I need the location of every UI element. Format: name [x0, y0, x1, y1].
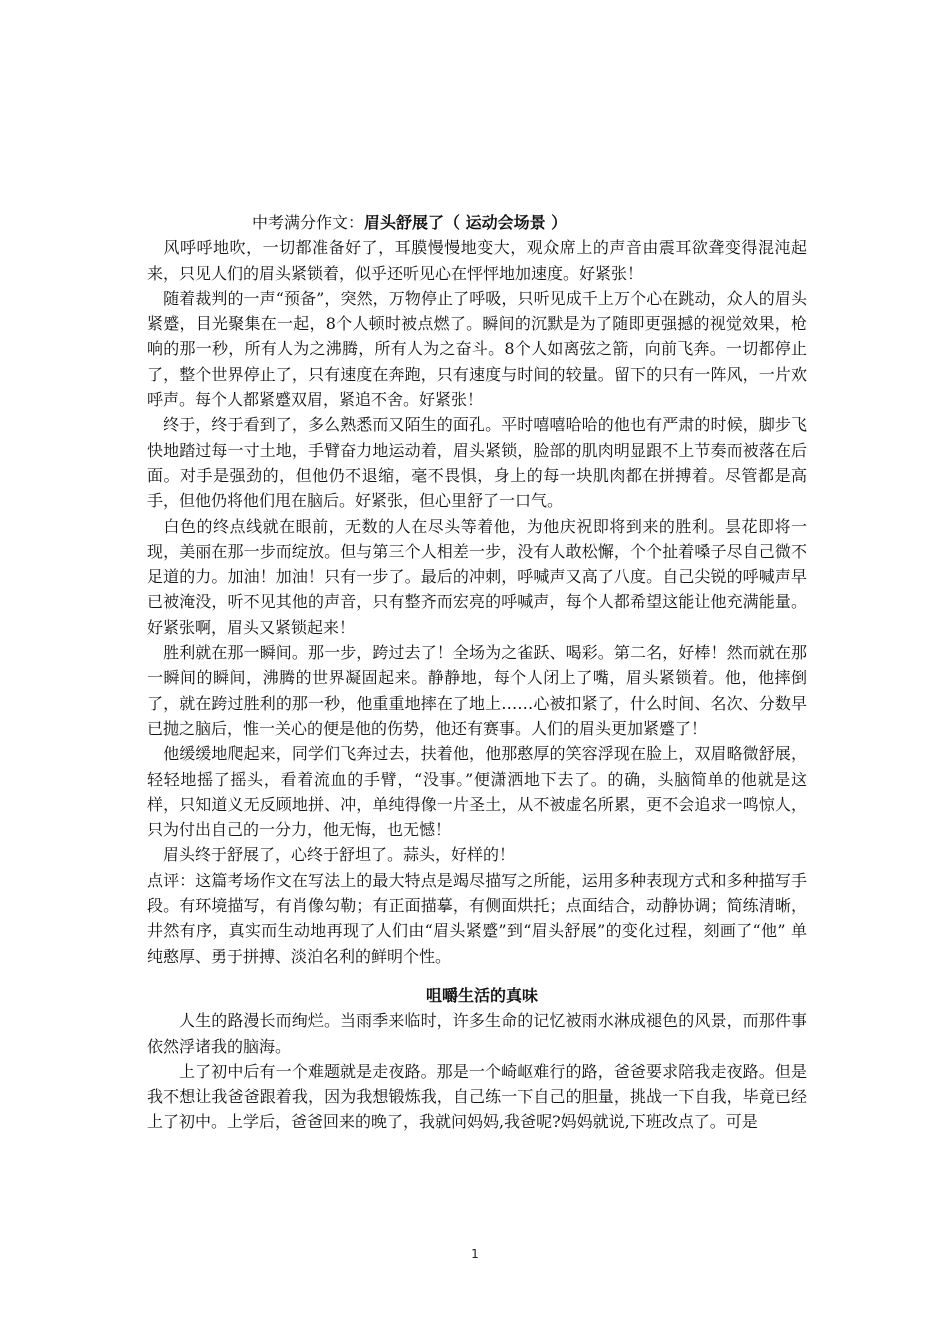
essay-one-paragraph-3: 终于，终于看到了，多么熟悉而又陌生的面孔。平时嘻嘻哈哈的他也有严肃的时候，脚步飞快地踏过每一寸土地，手臂奋力地运动着，眉头紧锁，脸部的肌肉明显跟不上节奏而被落在后面。对手是强劲的，但他仍不退缩，毫不畏惧，身上的每一块肌肉都在拼搏着。尽管都是高手，但他仍将他们甩在脑后。好紧张，但心里舒了一口气。 — [147, 415, 807, 511]
essay-one-paragraph-4: 白色的终点线就在眼前，无数的人在尽头等着他，为他庆祝即将到来的胜利。昙花即将一现，美丽在那一步而绽放。但与第三个人相差一步，没有人敢松懈，个个扯着嗓子尽自己微不足道的力。加油！加油！只有一步了。最后的冲刺，呼喊声又高了八度。自己尖锐的呼喊声早已被淹没，听不见其他的声音，只有整齐而宏亮的呼喊声，每个人都希望这能让他充满能量。好紧张啊，眉头又紧锁起来！ — [147, 516, 807, 637]
essay-one-title — [147, 210, 807, 235]
essay-one-paragraph-5: 胜利就在那一瞬间。那一步，跨过去了！全场为之雀跃、喝彩。第二名，好棒！然而就在那一瞬间的瞬间，沸腾的世界凝固起来。静静地，每个人闭上了嘴，眉头紧锁着。他，他摔倒了，就在跨过胜利的那一秒，他重重地摔在了地上……心被扣紧了，什么时间、名次、分数早已抛之脑后，惟一关心的便是他的伤势，他还有赛事。人们的眉头更加紧蹙了！ — [147, 643, 807, 738]
page-number: 1 — [471, 1247, 479, 1261]
essay-two-paragraph-2: 上了初中后有一个难题就是走夜路。那是一个崎岖难行的路，爸爸要求陪我走夜路。但是我不想让我爸爸跟着我，因为我想锻炼我，自己练一下自己的胆量，挑战一下自我，毕竟已经上了初中。上学后，爸爸回来的晚了，我就问妈妈,我爸呢?妈妈就说,下班改点了。可是 — [147, 1061, 807, 1132]
essay-two-title: 咀嚼生活的真味 — [425, 986, 538, 1005]
essay-one-paragraph-7: 眉头终于舒展了，心终于舒坦了。蒜头，好样的！ — [163, 845, 516, 865]
essay-one-title-prefix: 中考满分作文： — [252, 213, 365, 232]
essay-one-paragraph-1: 风呼呼地吹，一切都准备好了，耳膜慢慢地变大，观众席上的声音由震耳欲聋变得混沌起来，只见人们的眉头紧锁着，似乎还听见心在怦怦地加速度。好紧张！ — [147, 238, 807, 283]
essay-one-comment: 点评：这篇考场作文在写法上的最大特点是竭尽描写之所能，运用多种表现方式和多种描写手段。有环境描写，有肖像勾勒；有正面描摹，有侧面烘托；点面结合，动静协调；简练清晰，井然有序，真实而生动地再现了人们由“眉头紧蹙”到“眉头舒展”的变化过程，刻画了“他” 单纯憨厚、勇于拼搏、淡泊名利的鲜明个性。 — [147, 870, 807, 966]
essay-two — [147, 983, 807, 1135]
essay-one-paragraph-2: 随着裁判的一声“预备”，突然，万物停止了呼吸，只听见成千上万个心在跳动，众人的眉头紧蹙，目光聚集在一起，8个人顿时被点燃了。瞬间的沉默是为了随即更强撼的视觉效果，枪响的那一秒，所有人为之沸腾，所有人为之奋斗。8个人如离弦之箭，向前飞奔。一切都停止了，整个世界停止了，只有速度在奔跑，只有速度与时间的较量。留下的只有一阵风，一片欢呼声。每个人都紧蹙双眉，紧追不舍。好紧张！ — [147, 288, 807, 410]
essay-two-paragraph-1: 人生的路漫长而绚烂。当雨季来临时，许多生命的记忆被雨水淋成褪色的风景，而那件事依然浮诸我的脑海。 — [147, 1011, 807, 1056]
essay-one — [147, 210, 807, 969]
essay-one-title-main: 眉头舒展了（ 运动会场景 ） — [364, 213, 568, 232]
essay-one-paragraph-6: 他缓缓地爬起来，同学们飞奔过去，扶着他，他那憨厚的笑容浮现在脸上，双眉略微舒展，轻轻地摇了摇头，看着流血的手臂，“没事。”便潇洒地下去了。的确，头脑简单的他就是这样，只知道义无反顾地拼、冲，单纯得像一片圣土，从不被虚名所累，更不会追求一鸣惊人，只为付出自己的一分力，他无悔，也无憾！ — [147, 744, 807, 840]
